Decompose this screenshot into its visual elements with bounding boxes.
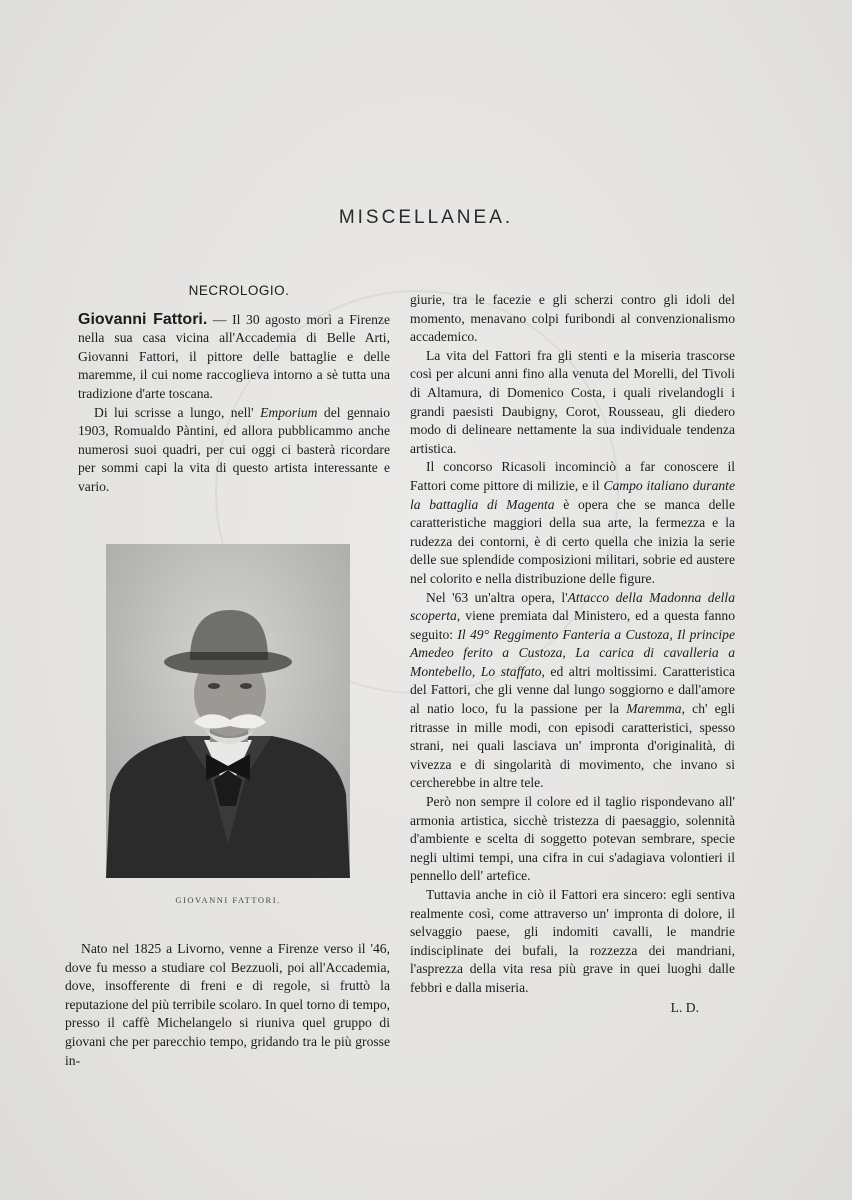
portrait-illustration (106, 544, 350, 878)
paragraph-color: Però non sempre il colore ed il taglio rispondevano all' armonia artistica, sicchè tristezza di paesaggio, solennità d'ambiente e scelta di soggetto potevan sembrare, specie negli ultimi tempi, una cifra in cui s'adagiava volontieri il pennello dell' artefice. (410, 794, 735, 884)
left-column-bottom (65, 940, 390, 1070)
portrait-photo (106, 544, 350, 878)
photo-caption: GIOVANNI FATTORI. (175, 895, 281, 905)
page-title: MISCELLANEA. (338, 207, 514, 228)
paragraph-emporium: Di lui scrisse a lungo, nell' Emporium del gennaio 1903, Romualdo Pàntini, ed allora pubblicammo anche numerosi suoi quadri, per cui oggi ci basterà ricordare per sommi capi la vita di questo artista interessante e vario. (78, 404, 391, 494)
emphasis-works-list: Il 49° Reggimento Fanteria a Custoza, Il principe Amedeo ferito a Custoza, La carica di cavalleria a Montebello, Lo staffato, (410, 626, 735, 679)
emphasis-attacco: Attacco della Madonna della scoperta (410, 589, 735, 624)
paragraph-biography: Nato nel 1825 a Livorno, venne a Firenze verso il '46, dove fu messo a studiare col Bezzuoli, poi all'Accademia, dove, insofferente di freni e di regole, si fruttò la reputazione del più terribile scolaro. In quel torno di tempo, presso il caffè Michelangelo si riuniva quel gruppo di giovani che per parecchio tempo, gridando tra le più grosse in- (65, 941, 391, 1068)
emphasis-campo-italiano: Campo italiano durante la battaglia di Magenta (410, 477, 735, 512)
paragraph-obituary-intro (78, 311, 390, 404)
paragraph-sincerity: Tuttavia anche in ciò il Fattori era sincero: egli sentiva realmente così, come attraverso un' impronta di dolore, il selvaggio paese, gli indomiti cavalli, le mandrie indisciplinate dei bufali, la rozzezza dei mandriani, l'asprezza della vita resa più grave in quei luoghi dalle febbri e dalla miseria. (410, 887, 735, 995)
section-heading: NECROLOGIO. (188, 283, 290, 298)
obituary-name: Giovanni Fattori. (78, 310, 208, 328)
paragraph-continuation: giurie, tra le facezie e gli scherzi contro gli idoli del momento, menavano colpi furibondi al convenzionalismo accademico. (410, 292, 735, 345)
right-column (410, 291, 735, 1017)
emphasis-emporium: Emporium (260, 404, 318, 420)
paragraph-text: — Il 30 agosto morì a Firenze nella sua casa vicina all'Accademia di Belle Arti, Giovanni Fattori, il pittore delle battaglie e delle maremme, il cui nome raccoglieva intorno a sè tutta una tradizione d'arte toscana. (78, 311, 390, 401)
paragraph-works: Nel '63 un'altra opera, l'Attacco della Madonna della scoperta, viene premiata dal Ministero, ed a questa fanno seguito: Il 49° Reggimento Fanteria a Custoza, Il principe Amedeo ferito a Custoza, La carica di cavalleria a Montebello, Lo staffato, ed altri moltissimi. Caratteristica del Fattori, che gli venne dal lungo soggiorno e dall'amore al natio loco, fu la passione per la Maremma, ch' egli ritrasse in mille modi, con episodi caratteristici, spesso strani, nei quali lasciava un' impronta d'originalità, di vivezza e di singolarità di movimento, che invano si cercherebbe in altre tele. (410, 589, 735, 791)
author-signature: L. D. (670, 999, 699, 1015)
paragraph-early-life: La vita del Fattori fra gli stenti e la miseria trascorse così per alcuni anni fino alla venuta del Morelli, del Tivoli di Altamura, di Domenico Costa, i quali rivelandogli i grandi paesisti Daubigny, Corot, Rousseau, gli diedero modo di delineare nettamente la sua individuale tendenza artistica. (410, 347, 735, 456)
paragraph-ricasoli: Il concorso Ricasoli incominciò a far conoscere il Fattori come pittore di milizie, e il Campo italiano durante la battaglia di Magenta è opera che se manca delle caratteristiche maggiori della sua arte, la fermezza e la rudezza dei contorni, è di certo quella che inizia la serie delle sue splendide composizioni militari, sobrie ed austere nel colorito e nella distribuzione delle figure. (410, 459, 735, 586)
left-column-top (78, 282, 390, 497)
emphasis-maremma: Maremma (626, 701, 682, 717)
